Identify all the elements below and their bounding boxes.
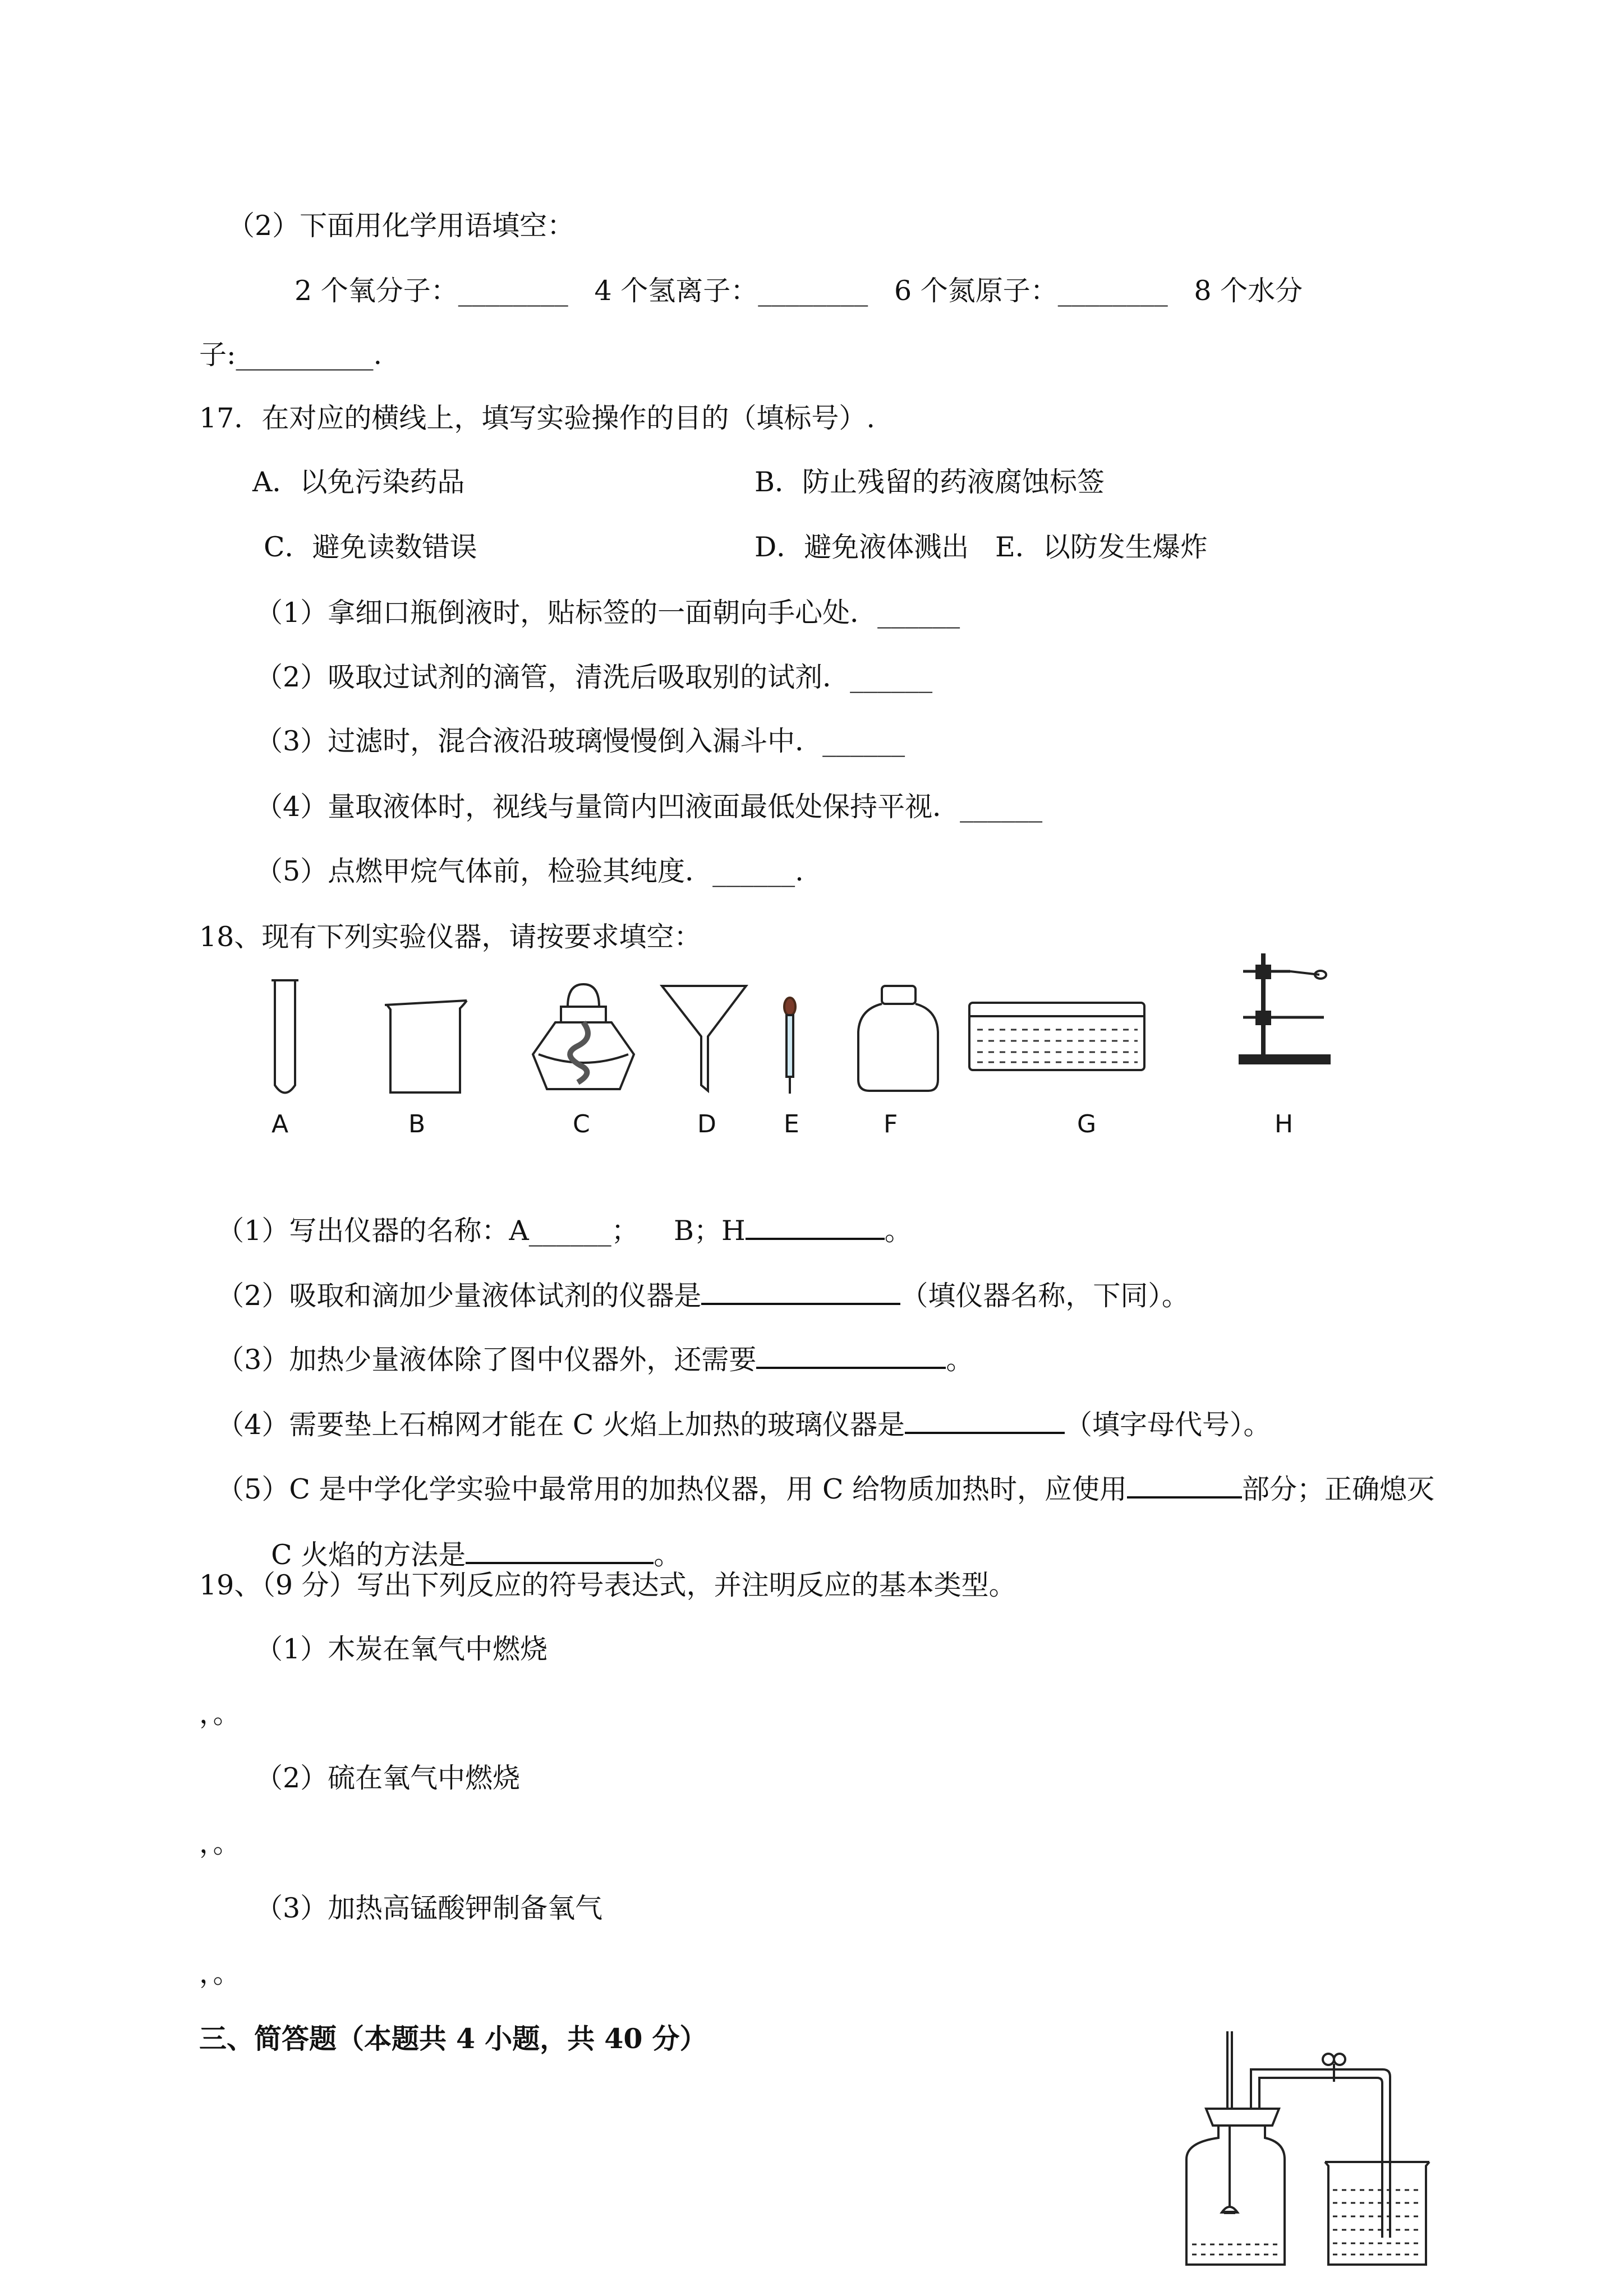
q18-item-4-text: （4）需要垫上石棉网才能在 C 火焰上加热的玻璃仪器是 <box>217 1409 905 1441</box>
q19-answer-1: ，。 <box>199 1698 241 1730</box>
instrument-label-b: B <box>408 1110 426 1138</box>
q17-option-de: D．避免液体溅出 E．以防发生爆炸 <box>755 531 1208 563</box>
delivery-tube-icon <box>1251 2069 1390 2238</box>
instrument-label-h: H <box>1275 1110 1294 1138</box>
q19-answer-2: ，。 <box>199 1827 241 1859</box>
q17-item-4: （4）量取液体时，视线与量筒内凹液面最低处保持平视．______ <box>255 791 1043 823</box>
q17-option-a: A．以免污染药品 <box>252 466 465 498</box>
q18-item-1-end: 。 <box>884 1215 912 1247</box>
q19-item-2: （2）硫在氧气中燃烧 <box>255 1762 521 1794</box>
section-3-title: 三、简答题（本题共 4 小题，共 40 分） <box>199 2022 707 2055</box>
instrument-label-d: D <box>697 1110 716 1138</box>
q17-item-5: （5）点燃甲烷气体前，检验其纯度．______. <box>255 855 804 887</box>
q19-item-1: （1）木炭在氧气中燃烧 <box>255 1633 548 1665</box>
q19-item-3: （3）加热高锰酸钾制备氧气 <box>255 1892 603 1924</box>
stopper-icon <box>1206 2109 1279 2126</box>
q18-item-1-text: （1）写出仪器的名称：A______； B；H <box>217 1215 746 1247</box>
q19-title: 19、（9 分）写出下列反应的符号表达式，并注明反应的基本类型。 <box>199 1569 1016 1601</box>
q18-item-5-text: （5）C 是中学化学实验中最常用的加热仪器，用 C 给物质加热时，应使用 <box>217 1473 1128 1505</box>
q16-part2-prompt: （2）下面用化学用语填空： <box>227 210 575 242</box>
q19-answer-3: ，。 <box>199 1957 241 1989</box>
q18-item-5-mid: 部分；正确熄灭 <box>1242 1473 1435 1505</box>
instrument-label-c: C <box>573 1110 590 1138</box>
q17-item-1: （1）拿细口瓶倒液时，贴标签的一面朝向手心处．______ <box>255 597 960 629</box>
q18-item-5-end: 。 <box>654 1539 682 1571</box>
instrument-label-f: F <box>884 1110 898 1138</box>
instrument-label-e: E <box>784 1110 799 1138</box>
q16-part2-line1: 2 个氧分子：________ 4 个氢离子：________ 6 个氮原子：________ 8 个水分 <box>295 275 1303 307</box>
water-beaker-icon <box>1325 2162 1429 2265</box>
q17-item-2: （2）吸取过试剂的滴管，清洗后吸取别的试剂．______ <box>255 661 933 693</box>
q18-item-3-end: 。 <box>946 1344 974 1376</box>
instrument-label-g: G <box>1077 1110 1097 1138</box>
q17-item-3: （3）过滤时，混合液沿玻璃慢慢倒入漏斗中．______ <box>255 725 905 757</box>
q17-title: 17．在对应的横线上，填写实验操作的目的（填标号）. <box>199 402 875 434</box>
q18-item-2-end: （填仪器名称，下同）。 <box>900 1280 1189 1312</box>
q18-item-4-end: （填字母代号）。 <box>1064 1409 1271 1441</box>
q18-item-3-text: （3）加热少量液体除了图中仪器外，还需要 <box>217 1344 757 1376</box>
instrument-label-a: A <box>272 1110 289 1138</box>
q18-item-2-text: （2）吸取和滴加少量液体试剂的仪器是 <box>217 1280 702 1312</box>
q17-option-c: C．避免读数错误 <box>264 531 477 563</box>
q18-item-5-cont-text: C 火焰的方法是 <box>271 1539 466 1571</box>
gas-bottle-icon <box>1186 2126 1285 2265</box>
q16-part2-line2: 子:__________. <box>199 339 383 371</box>
q17-option-b: B．防止残留的药液腐蚀标签 <box>755 466 1105 498</box>
q18-title: 18、现有下列实验仪器，请按要求填空： <box>199 921 702 953</box>
glass-tube-icon <box>1227 2031 1232 2110</box>
